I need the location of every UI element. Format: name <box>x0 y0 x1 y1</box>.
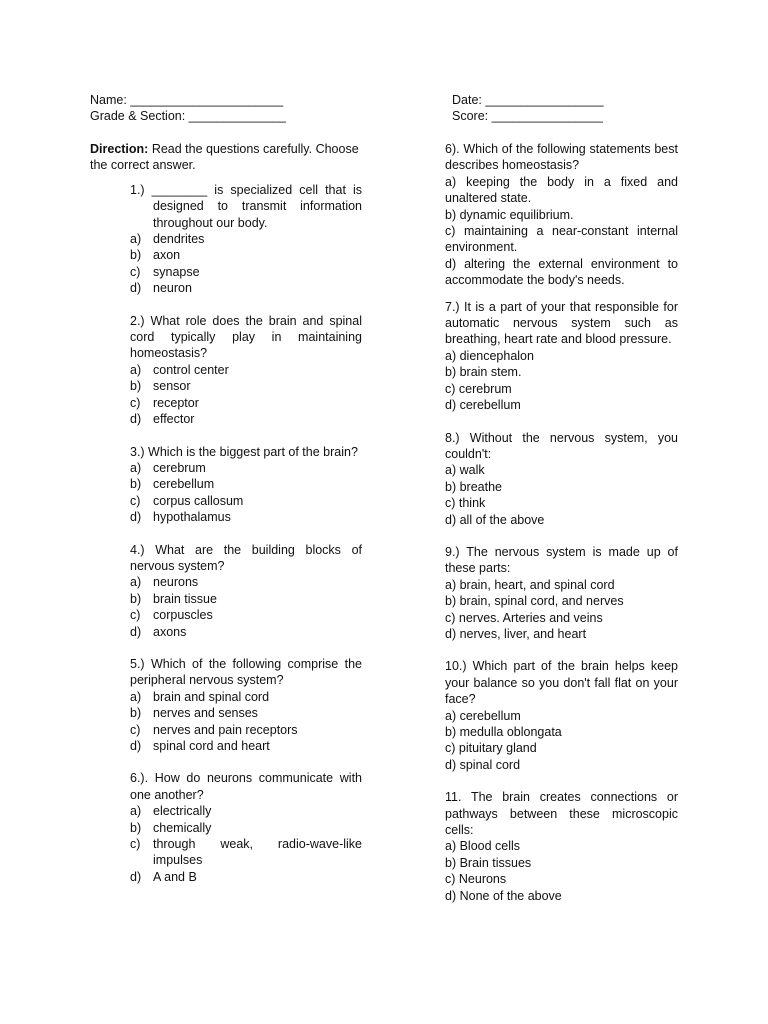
option <box>130 395 362 411</box>
option-label: a) <box>130 575 142 590</box>
option <box>130 280 362 296</box>
question-stem: 10.) Which part of the brain helps keep your balance so you don't fall flat on your face? <box>445 659 678 707</box>
option: d) spinal cord <box>445 757 521 772</box>
question-8 <box>445 430 678 528</box>
option <box>130 509 362 525</box>
option: a) brain, heart, and spinal cord <box>445 577 615 592</box>
option <box>130 574 362 590</box>
option-list <box>445 348 678 414</box>
option-label: b) <box>130 706 142 721</box>
option <box>130 869 362 885</box>
question-6b <box>445 141 678 289</box>
option <box>130 247 362 263</box>
option-label: d) <box>130 869 142 884</box>
option-label: b) <box>130 820 142 835</box>
question-stem: 11. The brain creates connections or pathways between these microscopic cells: <box>445 790 678 838</box>
option-label: a) <box>130 232 142 247</box>
option: b) Brain tissues <box>445 855 532 870</box>
option-text: effector <box>153 412 195 427</box>
option-text: dendrites <box>153 232 205 247</box>
question-11 <box>445 789 678 904</box>
option-text: cerebellum <box>153 477 215 492</box>
option-text: axon <box>153 248 181 263</box>
question-stem: 5.) Which of the following comprise the peripheral nervous system? <box>130 656 362 688</box>
option-text: neuron <box>153 281 192 296</box>
option-list <box>130 689 362 755</box>
question-stem: 3.) Which is the biggest part of the brain? <box>130 444 358 459</box>
date-field: Date: _________________ <box>452 93 604 107</box>
option: c) nerves. Arteries and veins <box>445 610 603 625</box>
option-text: electrically <box>153 804 212 819</box>
option-text: through weak, radio-wave-like impulses <box>153 837 362 868</box>
option-text: spinal cord and heart <box>153 739 270 753</box>
left-column <box>90 141 362 901</box>
option-label: c) <box>130 493 141 508</box>
option <box>130 836 362 869</box>
option <box>130 820 362 836</box>
option-list <box>130 231 362 297</box>
option: d) nerves, liver, and heart <box>445 626 587 641</box>
option <box>130 689 362 705</box>
option: d) altering the external environment to accommodate the body's needs. <box>445 256 678 288</box>
question-7 <box>445 299 678 414</box>
option-text: brain and spinal cord <box>153 689 270 704</box>
question-6 <box>130 770 362 885</box>
option: c) pituitary gland <box>445 741 537 756</box>
name-field: Name: ______________________ <box>90 93 284 107</box>
option: c) cerebrum <box>445 381 512 396</box>
option <box>130 591 362 607</box>
option-text: synapse <box>153 264 200 279</box>
question-3 <box>130 444 362 526</box>
option: c) Neurons <box>445 872 507 887</box>
option-label: c) <box>130 722 141 737</box>
option: a) cerebellum <box>445 708 521 723</box>
question-stem: 1.) ________ is specialized cell that is designed to transmit information throughout our body. <box>130 182 362 230</box>
option-label: a) <box>130 804 142 819</box>
option-label: c) <box>130 395 141 410</box>
option-text: control center <box>153 362 229 377</box>
score-field: Score: ________________ <box>452 109 603 123</box>
question-stem: 4.) What are the building blocks of nervous system? <box>130 542 362 573</box>
option: b) breathe <box>445 479 502 494</box>
option <box>130 378 362 394</box>
direction-label: Direction: <box>90 142 149 156</box>
option <box>130 411 362 427</box>
option: d) None of the above <box>445 888 562 903</box>
question-stem: 8.) Without the nervous system, you couldn't: <box>445 430 678 461</box>
option-label: d) <box>130 510 142 525</box>
option-list <box>130 574 362 640</box>
option-list <box>130 362 362 428</box>
option-label: d) <box>130 412 142 427</box>
option: a) keeping the body in a fixed and unaltered state. <box>445 174 678 206</box>
right-column <box>445 141 678 920</box>
option: d) cerebellum <box>445 398 521 413</box>
option <box>130 803 362 819</box>
question-2 <box>130 313 362 428</box>
question-5 <box>130 656 362 754</box>
option-label: a) <box>130 362 142 377</box>
option-label: d) <box>130 739 142 753</box>
option-text: axons <box>153 624 187 639</box>
direction <box>90 141 362 174</box>
option-label: b) <box>130 379 142 394</box>
option <box>130 722 362 738</box>
option <box>130 264 362 280</box>
question-stem: 7.) It is a part of your that responsible for automatic nervous system such as breathing, heart rate and blood pressure. <box>445 299 678 347</box>
question-stem: 6). Which of the following statements best describes homeostasis? <box>445 142 678 173</box>
option-text: nerves and senses <box>153 706 258 721</box>
option-list <box>445 462 678 528</box>
option: c) think <box>445 496 486 511</box>
option-text: corpus callosum <box>153 493 244 508</box>
option <box>130 607 362 623</box>
option-text: cerebrum <box>153 460 206 475</box>
option: b) brain stem. <box>445 365 522 380</box>
question-10 <box>445 658 678 773</box>
option: c) maintaining a near-constant internal environment. <box>445 224 678 255</box>
option-label: b) <box>130 248 142 263</box>
option-label: c) <box>130 608 141 623</box>
option-label: b) <box>130 591 142 606</box>
option-list <box>445 174 678 289</box>
option-list <box>445 708 678 774</box>
option: b) brain, spinal cord, and nerves <box>445 594 624 609</box>
option <box>130 231 362 247</box>
option-list <box>445 577 678 643</box>
option-text: sensor <box>153 379 191 394</box>
question-9 <box>445 544 678 642</box>
option-list <box>445 838 678 904</box>
option-text: chemically <box>153 820 212 835</box>
question-1 <box>130 182 362 297</box>
option: a) walk <box>445 463 485 478</box>
option-text: receptor <box>153 395 199 410</box>
question-stem: 2.) What role does the brain and spinal cord typically play in maintaining homeostasis? <box>130 313 362 361</box>
option <box>130 362 362 378</box>
option <box>130 493 362 509</box>
option-text: A and B <box>153 869 197 884</box>
option: a) diencephalon <box>445 348 534 363</box>
option-label: a) <box>130 689 142 704</box>
option-text: hypothalamus <box>153 510 231 525</box>
question-stem: 9.) The nervous system is made up of these parts: <box>445 544 678 576</box>
option <box>130 738 362 754</box>
option-label: a) <box>130 460 142 475</box>
option: d) all of the above <box>445 512 545 527</box>
grade-section-field: Grade & Section: ______________ <box>90 109 286 123</box>
option-list <box>130 460 362 526</box>
option-text: nerves and pain receptors <box>153 722 298 737</box>
option-label: d) <box>130 281 142 296</box>
option: a) Blood cells <box>445 839 521 854</box>
option-text: corpuscles <box>153 608 213 623</box>
option: b) dynamic equilibrium. <box>445 207 574 222</box>
option: b) medulla oblongata <box>445 725 562 739</box>
option-text: brain tissue <box>153 591 217 606</box>
option-label: d) <box>130 624 142 639</box>
question-stem: 6.). How do neurons communicate with one another? <box>130 771 362 802</box>
option-label: c) <box>130 837 141 852</box>
option <box>130 624 362 640</box>
option-label: c) <box>130 264 141 279</box>
question-4 <box>130 542 362 640</box>
option-label: b) <box>130 477 142 492</box>
direction-text: Read the questions carefully. Choose the correct answer. <box>90 142 359 173</box>
option <box>130 460 362 476</box>
option <box>130 476 362 492</box>
option <box>130 705 362 721</box>
option-list <box>130 803 362 885</box>
option-text: neurons <box>153 575 199 590</box>
